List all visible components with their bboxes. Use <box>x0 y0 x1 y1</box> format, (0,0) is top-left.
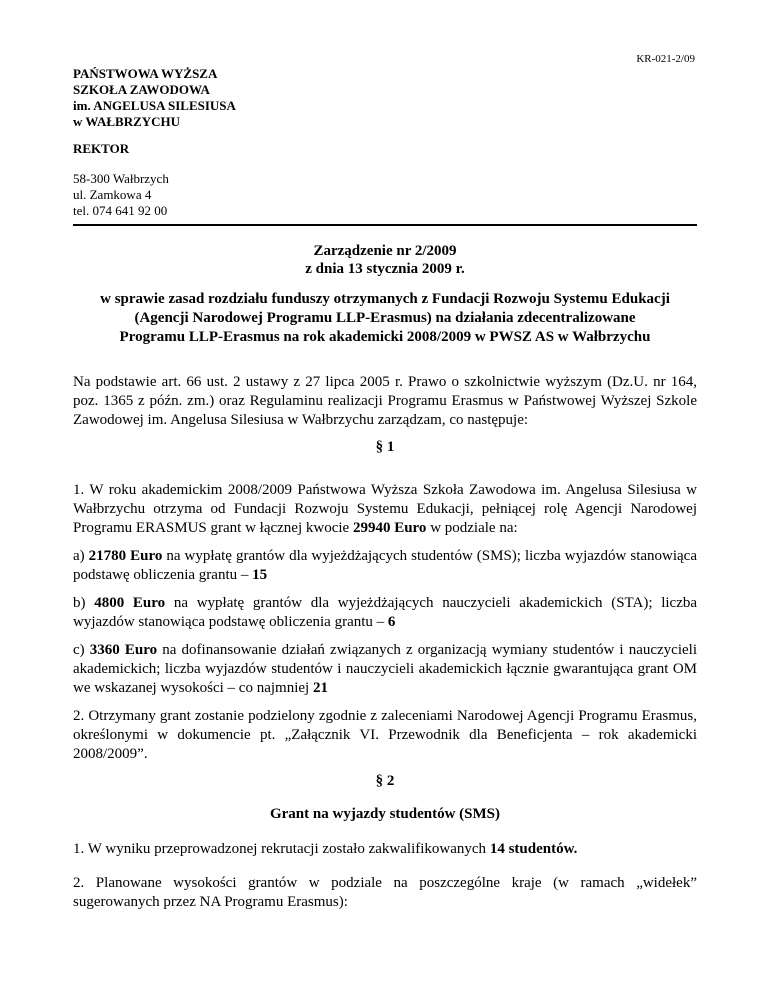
grant-item-b <box>73 594 697 632</box>
subject-line: (Agencji Narodowej Programu LLP-Erasmus) na działania zdecentralizowane <box>134 310 636 326</box>
section-1-heading: § 1 <box>375 439 395 455</box>
header-divider <box>73 224 697 226</box>
address-block <box>73 171 169 219</box>
institution-line: w WAŁBRZYCHU <box>73 114 181 129</box>
title-date: z dnia 13 stycznia 2009 r. <box>305 261 465 277</box>
paragraph-text: 1. W wyniku przeprowadzonej rekrutacji zostało zakwalifikowanych <box>73 841 490 857</box>
item-label: b) <box>73 595 95 611</box>
document-title <box>73 242 697 278</box>
grant-item-c <box>73 641 697 698</box>
institution-line: PAŃSTWOWA WYŻSZA <box>73 66 218 81</box>
section-1-paragraph-1 <box>73 481 697 538</box>
document-subject <box>73 290 697 347</box>
item-label: a) <box>73 548 89 564</box>
item-text: na wypłatę grantów dla wyjeżdżających nauczycieli akademickich (STA); liczba wyjazdów stanowiąca podstawę obliczenia grantu – <box>73 595 698 630</box>
address-line: ul. Zamkowa 4 <box>73 187 152 202</box>
paragraph-text: 1. W roku akademickim 2008/2009 Państwowa Wyższa Szkoła Zawodowa im. Angelusa Silesiusa w Wałbrzychu otrzyma od Fundacji Rozwoju Systemu Edukacji, pełniącej rolę Agencji Narodowej Programu ERASMUS grant w łącznej kwocie <box>73 482 697 536</box>
institution-line: SZKOŁA ZAWODOWA <box>73 82 210 97</box>
qualified-students: 14 studentów. <box>489 841 578 857</box>
section-1-paragraph-2: 2. Otrzymany grant zostanie podzielony zgodnie z zaleceniami Narodowej Agencji Programu Erasmus, określonymi w dokumencie pt. „Załącznik VI. Przewodnik dla Beneficjenta – rok akademicki 2008/2009”. <box>73 708 697 762</box>
trip-count: 21 <box>312 680 328 696</box>
section-2-paragraph-2: 2. Planowane wysokości grantów w podziale na poszczególne kraje (w ramach „widełek” sugerowanych przez NA Programu Erasmus): <box>73 875 697 910</box>
item-text: na dofinansowanie działań związanych z organizacją wymiany studentów i nauczycieli akademickich; liczba wyjazdów studentów i nauczycieli akademickich łącznie gwarantująca grant OM we wskazanej wysokości – co najmniej <box>73 642 698 696</box>
grant-item-a <box>73 547 697 585</box>
trip-count: 15 <box>252 567 268 583</box>
address-line: tel. 074 641 92 00 <box>73 203 168 218</box>
legal-basis-paragraph: Na podstawie art. 66 ust. 2 ustawy z 27 lipca 2005 r. Prawo o szkolnictwie wyższym (Dz.U. nr 164, poz. 1365 z późn. zm.) oraz Regulaminu realizacji Programu Erasmus w Państwowej Wyższej Szkole Zawodowej im. Angelusa Silesiusa w Wałbrzychu zarządzam, co następuje: <box>73 374 697 428</box>
title-line: Zarządzenie nr 2/2009 <box>313 243 457 259</box>
grant-amount: 21780 Euro <box>88 548 163 564</box>
institution-name <box>73 66 236 130</box>
item-label: c) <box>73 642 90 658</box>
address-line: 58-300 Wałbrzych <box>73 171 169 186</box>
paragraph-text: w podziale na: <box>426 520 518 536</box>
issuer-role: REKTOR <box>73 141 130 156</box>
grant-amount: 3360 Euro <box>89 642 158 658</box>
subject-line: w sprawie zasad rozdziału funduszy otrzymanych z Fundacji Rozwoju Systemu Edukacji <box>100 291 670 307</box>
trip-count: 6 <box>387 614 396 630</box>
reference-code: KR-021-2/09 <box>636 53 695 65</box>
section-2-heading: § 2 <box>375 773 395 789</box>
subject-line: Programu LLP-Erasmus na rok akademicki 2008/2009 w PWSZ AS w Wałbrzychu <box>119 329 651 345</box>
section-2-paragraph-1 <box>73 840 697 859</box>
total-grant-amount: 29940 Euro <box>352 520 427 536</box>
institution-line: im. ANGELUSA SILESIUSA <box>73 98 236 113</box>
section-2-subheading: Grant na wyjazdy studentów (SMS) <box>269 806 500 822</box>
item-text: na wypłatę grantów dla wyjeżdżających studentów (SMS); liczba wyjazdów stanowiąca podstawę obliczenia grantu – <box>73 548 698 583</box>
grant-amount: 4800 Euro <box>94 595 166 611</box>
